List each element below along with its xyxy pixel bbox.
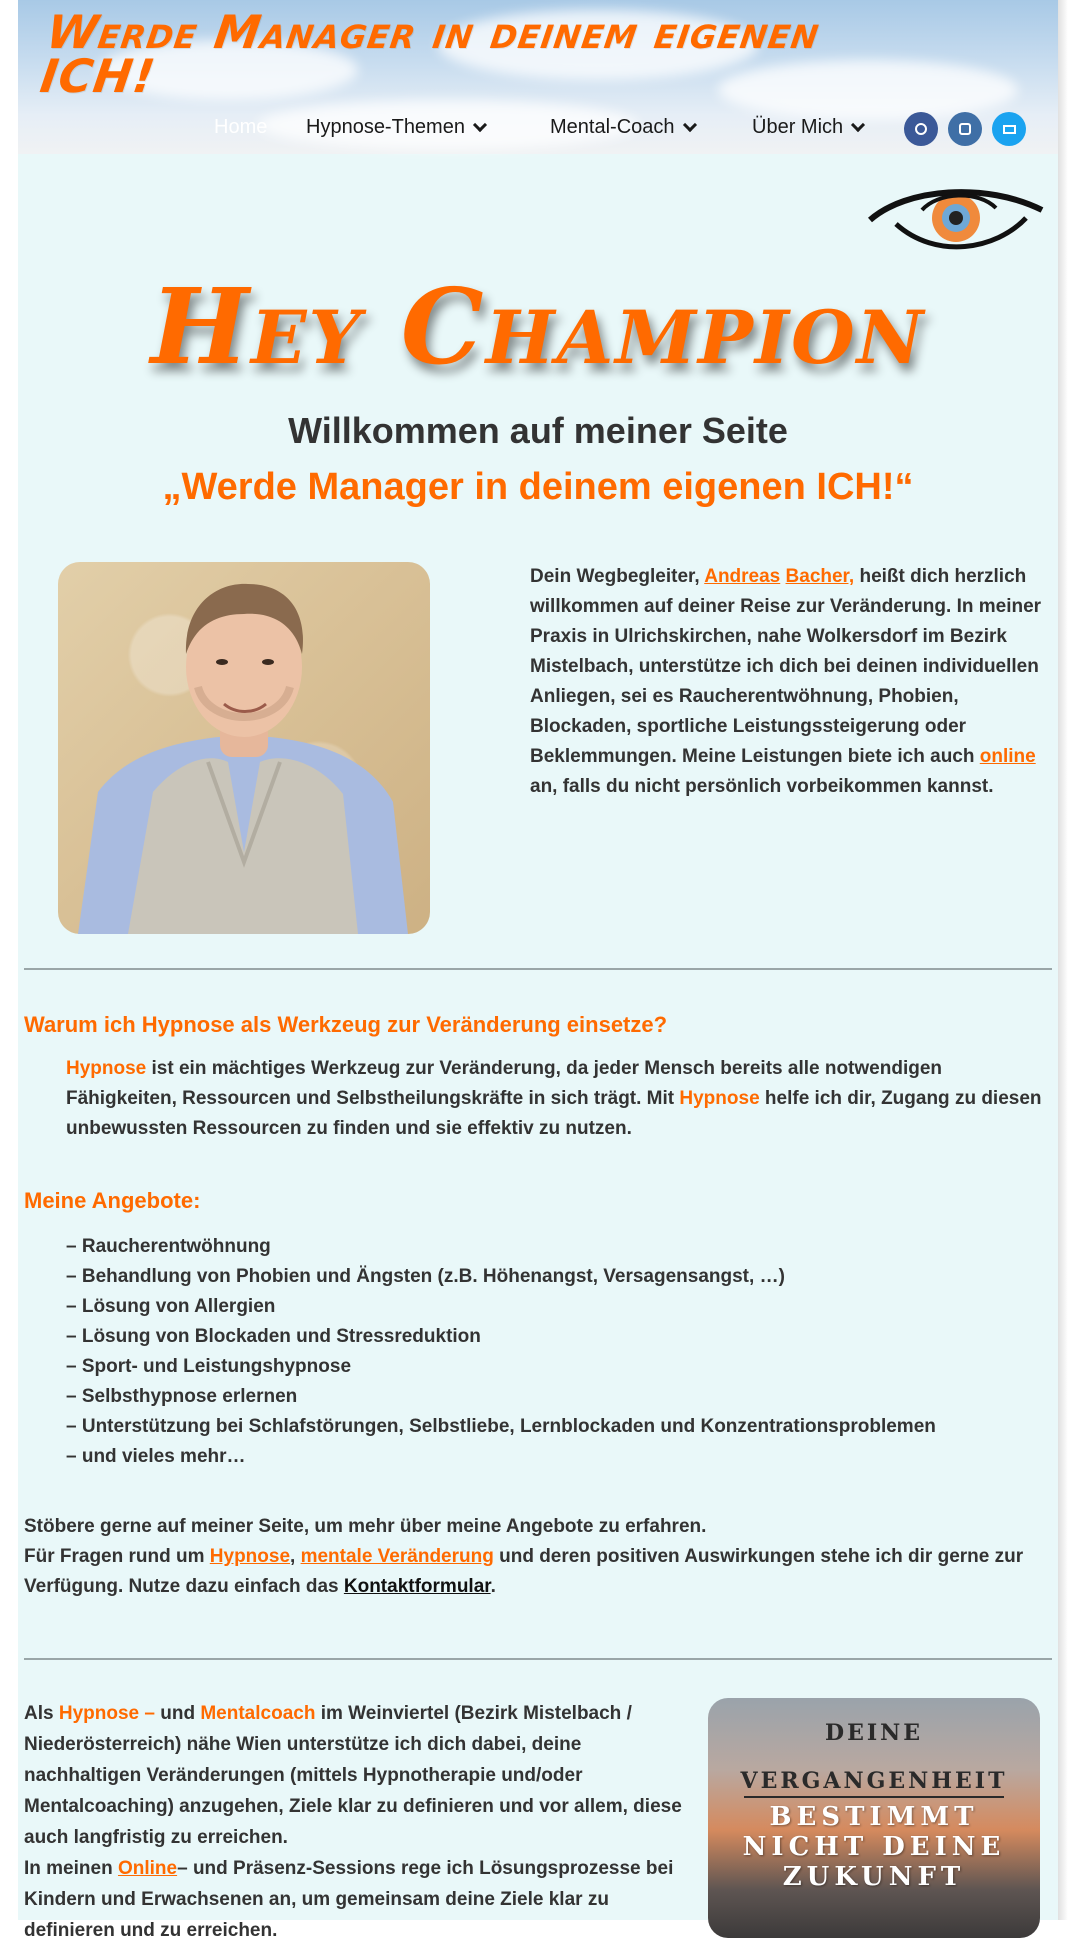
coach-text: und <box>154 1703 201 1724</box>
intro-text: Dein Wegbegleiter, <box>530 566 705 587</box>
outro-text: , <box>290 1546 301 1567</box>
offers-list <box>66 1232 936 1472</box>
why-paragraph <box>66 1054 1056 1144</box>
link-hypnose[interactable]: Hypnose <box>209 1546 291 1567</box>
coach-text: – und Präsenz-Sessions rege ich Lösungsprozesse bei Kindern und Erwachsenen an, um gemeinsam deine Ziele klar zu definieren und zu erreichen. <box>24 1858 674 1941</box>
coach-text: Als <box>24 1703 59 1724</box>
list-item: – Selbsthypnose erlernen <box>66 1386 298 1407</box>
hero-welcome: Willkommen auf meiner Seite <box>288 410 788 451</box>
link-mentale-veraenderung[interactable]: mentale Veränderung <box>300 1546 494 1567</box>
nav-hypnose-themen[interactable] <box>306 116 485 139</box>
divider <box>24 1658 1052 1660</box>
highlight-hypnose: Hypnose – <box>58 1703 155 1724</box>
instagram-icon[interactable] <box>948 112 982 146</box>
list-item: – und vieles mehr… <box>66 1446 246 1467</box>
nav-mental-coach-label: Mental-Coach <box>550 116 675 138</box>
nav-home[interactable] <box>214 116 267 139</box>
hero-greeting: Hey Champion <box>150 265 926 388</box>
highlight-hypnose: Hypnose <box>66 1058 147 1079</box>
nav-mental-coach[interactable] <box>550 116 695 139</box>
quote-line: VERGANGENHEIT <box>740 1768 1008 1794</box>
page-edge-shadow <box>1058 0 1068 1920</box>
list-item: – Unterstützung bei Schlafstörungen, Selbstliebe, Lernblockaden und Konzentrationsproblemen <box>66 1416 936 1437</box>
outro-text: . <box>490 1576 496 1597</box>
link-andreas[interactable]: Andreas <box>704 566 781 587</box>
coach-text: im Weinviertel (Bezirk Mistelbach / Niederösterreich) nähe Wien unterstütze ich dich dabei, deine nachhaltigen Veränderungen (mittels Hypnotherapie und/oder Mentalcoaching) anzugehen, Ziele klar zu definieren und vor allem, diese auch langfristig zu erreichen. <box>24 1703 682 1848</box>
eye-icon <box>866 180 1046 254</box>
link-online[interactable]: online <box>979 746 1036 767</box>
list-item: – Behandlung von Phobien und Ängsten (z.B. Höhenangst, Versagensangst, …) <box>66 1266 785 1287</box>
quote-line: NICHT DEINE <box>742 1832 1006 1862</box>
portrait-photo <box>58 562 430 934</box>
coach-text: In meinen <box>24 1858 118 1879</box>
intro-text: an, falls du nicht persönlich vorbeikommen kannst. <box>530 776 994 797</box>
intro-paragraph <box>530 562 1050 802</box>
email-icon[interactable] <box>992 112 1026 146</box>
outro-text: Für Fragen rund um <box>24 1546 210 1567</box>
page <box>18 0 1058 1941</box>
why-text: helfe ich dir, Zugang zu diesen unbewussten Ressourcen zu finden und sie effektiv zu nutzen. <box>66 1088 1042 1139</box>
why-heading: Warum ich Hypnose als Werkzeug zur Veränderung einsetze? <box>24 1012 668 1037</box>
quote-image <box>708 1698 1040 1938</box>
divider <box>24 968 1052 970</box>
list-item: – Lösung von Allergien <box>66 1296 276 1317</box>
nav-ueber-mich[interactable] <box>752 116 863 139</box>
quote-line: DEINE <box>824 1720 923 1746</box>
why-text: ist ein mächtiges Werkzeug zur Veränderung, da jeder Mensch bereits alle notwendigen Fähigkeiten, Ressourcen und Selbstheilungskräfte in sich trägt. Mit <box>66 1058 942 1109</box>
site-title[interactable]: Werde Manager in deinem eigenen ICH! <box>37 5 824 103</box>
quote-line: BESTIMMT <box>769 1802 979 1832</box>
outro-text: und deren positiven Auswirkungen stehe ich dir gerne zur Verfügung. Nutze dazu einfach das <box>24 1546 1024 1597</box>
list-item: – Lösung von Blockaden und Stressreduktion <box>66 1326 481 1347</box>
facebook-icon[interactable] <box>904 112 938 146</box>
link-online-sessions[interactable]: Online <box>117 1858 178 1879</box>
list-item: – Raucherentwöhnung <box>66 1236 271 1257</box>
quote-divider <box>744 1796 1004 1798</box>
intro-text: heißt dich herzlich willkommen auf deiner Reise zur Veränderung. In meiner Praxis in Ulrichskirchen, nahe Wolkersdorf im Bezirk Mistelbach, unterstütze ich dich bei deinen individuellen Anliegen, sei es Raucherentwöhnung, Phobien, Blockaden, sportliche Leistungssteigerung oder Beklemmungen. Meine Leistungen biete ich auch <box>530 566 1042 767</box>
offers-heading: Meine Angebote: <box>24 1188 201 1213</box>
highlight-mentalcoach: Mentalcoach <box>200 1703 316 1724</box>
chevron-down-icon <box>473 118 487 132</box>
coach-paragraph <box>24 1698 684 1946</box>
list-item: – Sport- und Leistungshypnose <box>66 1356 352 1377</box>
main-nav <box>18 112 1058 144</box>
quote-line: ZUKUNFT <box>782 1862 966 1892</box>
site-header <box>18 0 1058 154</box>
outro-paragraph <box>24 1512 1054 1602</box>
chevron-down-icon <box>851 118 865 132</box>
chevron-down-icon <box>682 118 696 132</box>
outro-line2 <box>24 1542 1054 1602</box>
nav-home-label: Home <box>214 116 268 138</box>
outro-line1: Stöbere gerne auf meiner Seite, um mehr über meine Angebote zu erfahren. <box>24 1516 707 1537</box>
link-kontaktformular[interactable]: Kontaktformular <box>343 1576 491 1597</box>
highlight-hypnose: Hypnose <box>679 1088 760 1109</box>
link-bacher[interactable]: Bacher, <box>785 566 855 587</box>
hero-motto: „Werde Manager in deinem eigenen ICH!“ <box>162 466 914 508</box>
nav-hypnose-themen-label: Hypnose-Themen <box>306 116 465 138</box>
nav-ueber-mich-label: Über Mich <box>752 116 844 138</box>
